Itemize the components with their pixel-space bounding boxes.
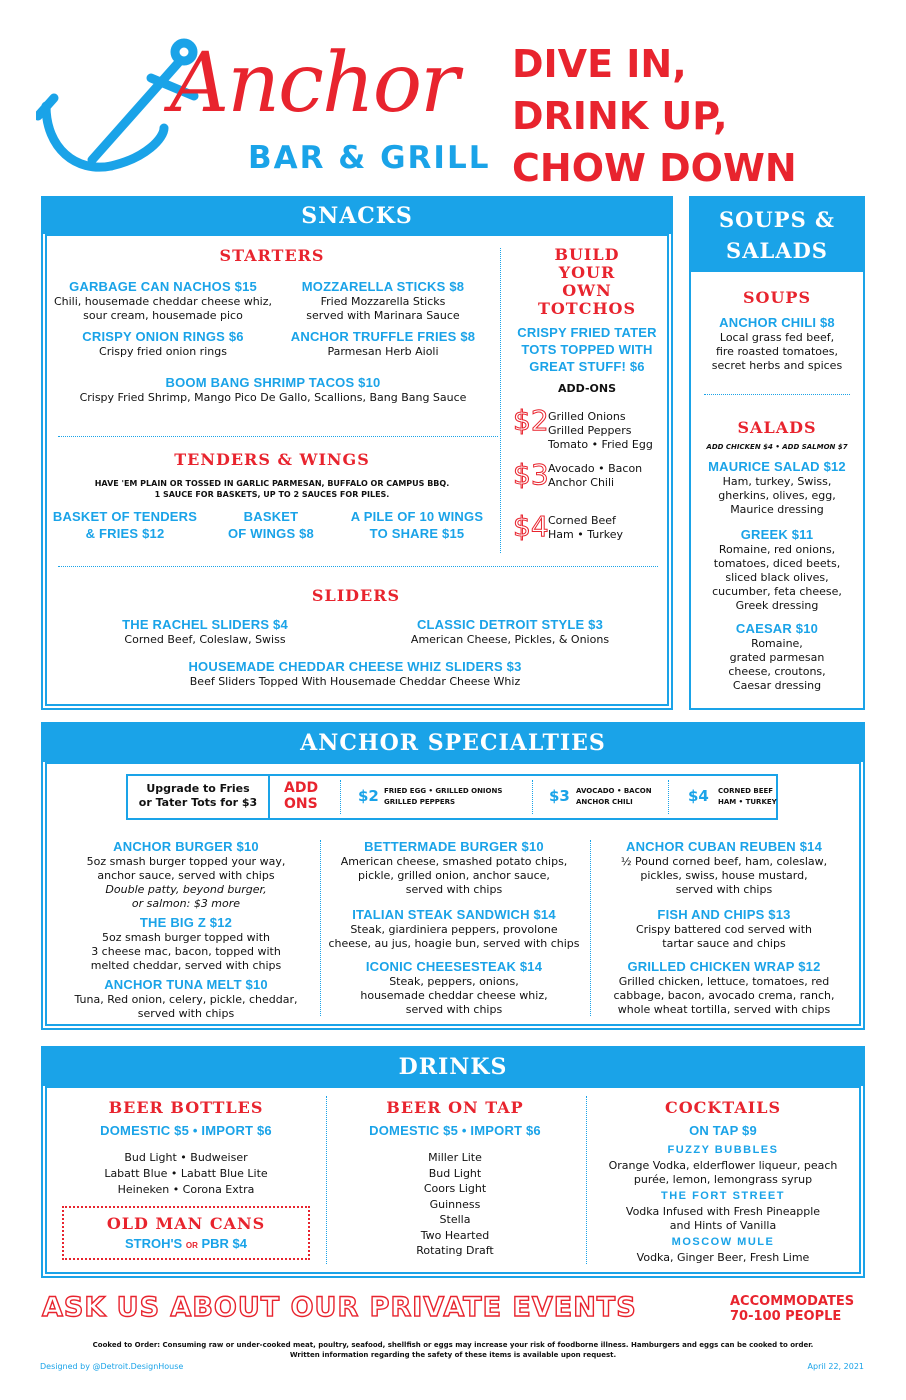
divider [58,566,658,567]
divider [590,840,591,1016]
drinks-title: DRINKS [43,1048,863,1086]
brand-script: Anchor [170,36,458,131]
divider [268,774,270,820]
menu-item: BETTERMADE BURGER $10 American cheese, smashed potato chips, pickle, grilled onion, anchor sauce, served with chips [340,839,568,896]
menu-item: BASKET OF WINGS $8 [228,509,314,541]
snacks-title: SNACKS [43,198,671,234]
menu-item: MOZZARELLA STICKS $8 Fried Mozzarella Sticks served with Marinara Sauce [301,279,465,322]
divider [326,1096,327,1264]
divider [340,780,341,814]
menu-item: CLASSIC DETROIT STYLE $3 American Cheese, Pickles, & Onions [410,617,610,646]
cocktail-item: FUZZY BUBBLES Orange Vodka, elderflower liqueur, peach purée, lemon, lemongrass syrup [608,1144,838,1186]
tenders-note: HAVE 'EM PLAIN OR TOSSED IN GARLIC PARMESAN, BUFFALO OR CAMPUS BBQ. 1 SAUCE FOR BASKETS, UP TO 2 SAUCES FOR PILES. [94,479,450,499]
menu-item: ANCHOR TUNA MELT $10 Tuna, Red onion, celery, pickle, cheddar, served with chips [74,977,298,1020]
divider [704,394,850,395]
cocktails-title: COCKTAILS [664,1098,782,1117]
menu-item: ANCHOR CHILI $8 Local grass fed beef, fire roasted tomatoes, secret herbs and spices [711,315,843,372]
beer-on-tap-list: Miller Lite Bud Light Coors Light Guinness Stella Two Hearted Rotating Draft [416,1151,494,1257]
price-tier: $3 [513,458,549,491]
menu-date: April 22, 2021 [807,1362,864,1371]
divider [532,780,533,814]
price-tier: $2 [513,404,549,437]
designer-credit: Designed by @Detroit.DesignHouse [40,1362,184,1371]
menu-item: GREEK $11 Romaine, red onions, tomatoes, diced beets, sliced black olives, cucumber, feta cheese, Greek dressing [712,527,842,612]
divider [500,248,501,553]
menu-item: THE RACHEL SLIDERS $4 Corned Beef, Coleslaw, Swiss [122,617,288,646]
private-events-banner: ASK US ABOUT OUR PRIVATE EVENTS [42,1292,637,1323]
addon-list: FRIED EGG • GRILLED ONIONS GRILLED PEPPERS [384,787,503,806]
price-tier: $4 [513,510,549,543]
menu-item: BOOM BANG SHRIMP TACOS $10 Crispy Fried Shrimp, Mango Pico De Gallo, Scallions, Bang Bang Sauce [79,375,467,404]
menu-item: ANCHOR CUBAN REUBEN $14 ½ Pound corned beef, ham, coleslaw, pickles, swiss, house mustard, served with chips [620,839,828,896]
menu-item: ICONIC CHEESESTEAK $14 Steak, peppers, onions, housemade cheddar cheese whiz, served with chips [360,959,548,1016]
menu-item: GARBAGE CAN NACHOS $15 Chili, housemade cheddar cheese whiz, sour cream, housemade pico [53,279,273,322]
menu-item: ANCHOR BURGER $10 5oz smash burger topped your way, anchor sauce, served with chips Double patty, beyond burger, or salmon: $3 more [86,839,286,910]
salads-note: ADD CHICKEN $4 • ADD SALMON $7 [706,443,848,451]
tagline-line: DRINK UP, [512,94,728,138]
starters-title: STARTERS [219,246,325,265]
sliders-title: SLIDERS [311,586,401,605]
menu-item: BASKET OF TENDERS & FRIES $12 [52,509,198,541]
beer-on-tap-prices: DOMESTIC $5 • IMPORT $6 [369,1123,541,1138]
soups-salads-title: SOUPS & SALADS [691,198,863,272]
menu-item: MAURICE SALAD $12 Ham, turkey, Swiss, gherkins, olives, egg, Maurice dressing [708,459,846,516]
menu-item: A PILE OF 10 WINGS TO SHARE $15 [350,509,484,541]
menu-item: CRISPY ONION RINGS $6 Crispy fried onion rings [82,329,244,358]
cocktails-price: ON TAP $9 [689,1123,757,1138]
beer-bottles-list: Bud Light • Budweiser Labatt Blue • Labatt Blue Lite Heineken • Corona Extra [104,1151,268,1196]
tagline-line: DIVE IN, [512,42,687,86]
cocktail-item: MOSCOW MULE Vodka, Ginger Beer, Fresh Lime [636,1236,810,1264]
totchos-desc: CRISPY FRIED TATER TOTS TOPPED WITH GREAT STUFF! $6 [517,325,657,374]
brand-subtitle: BAR & GRILL [248,140,491,176]
food-safety-note: Cooked to Order: Consuming raw or under-cooked meat, poultry, seafood, shellfish or eggs may increase your risk of foodborne illness. Hamburgers and eggs can be cooked to order. Written information regarding the safety of these items is available upon request. [92,1341,814,1359]
salads-title: SALADS [737,418,817,437]
addons-title: ADD-ONS [557,382,617,395]
addon-list: Corned Beef Ham • Turkey [548,514,624,541]
accommodates-text: ACCOMMODATES 70-100 PEOPLE [730,1294,855,1324]
addon-list: CORNED BEEF HAM • TURKEY [718,787,777,806]
add-ons-label: ADD ONS [284,780,319,812]
price-tier: $4 [688,787,709,805]
addon-list: Grilled Onions Grilled Peppers Tomato • Fried Egg [548,410,653,451]
menu-item: ITALIAN STEAK SANDWICH $14 Steak, giardiniera peppers, provolone cheese, au jus, hoagie bun, served with chips [328,907,580,950]
addon-list: AVOCADO • BACON ANCHOR CHILI [576,787,652,806]
menu-item: THE BIG Z $12 5oz smash burger topped with 3 cheese mac, bacon, topped with melted cheddar, served with chips [90,915,282,972]
divider [58,436,498,437]
beer-bottles-prices: DOMESTIC $5 • IMPORT $6 [100,1123,272,1138]
price-tier: $3 [549,787,570,805]
menu-item: ANCHOR TRUFFLE FRIES $8 Parmesan Herb Aioli [290,329,476,358]
divider [668,780,669,814]
tagline-line: CHOW DOWN [512,146,797,190]
menu-item: CAESAR $10 Romaine, grated parmesan cheese, croutons, Caesar dressing [728,621,826,692]
old-man-cans-price: STROH'S OR PBR $4 [124,1236,248,1251]
beer-bottles-title: BEER BOTTLES [108,1098,264,1117]
old-man-cans-title: OLD MAN CANS [106,1214,266,1233]
beer-on-tap-title: BEER ON TAP [386,1098,524,1117]
menu-item: HOUSEMADE CHEDDAR CHEESE WHIZ SLIDERS $3 Beef Sliders Topped With Housemade Cheddar Cheese Whiz [188,659,522,688]
divider [586,1096,587,1264]
tagline [512,38,892,194]
soups-title: SOUPS [742,288,812,307]
tenders-title: TENDERS & WINGS [174,450,370,469]
menu-item: GRILLED CHICKEN WRAP $12 Grilled chicken, lettuce, tomatoes, red cabbage, bacon, avocado crema, ranch, whole wheat tortilla, served with chips [613,959,835,1016]
price-tier: $2 [358,787,379,805]
totchos-title: BUILD YOUR OWN TOTCHOS [537,245,637,318]
addon-list: Avocado • Bacon Anchor Chili [548,462,643,489]
upgrade-text: Upgrade to Fries or Tater Tots for $3 [138,782,258,809]
cocktail-item: THE FORT STREET Vodka Infused with Fresh Pineapple and Hints of Vanilla [625,1190,821,1232]
specialties-title: ANCHOR SPECIALTIES [43,724,863,762]
menu-item: FISH AND CHIPS $13 Crispy battered cod served with tartar sauce and chips [636,907,812,950]
